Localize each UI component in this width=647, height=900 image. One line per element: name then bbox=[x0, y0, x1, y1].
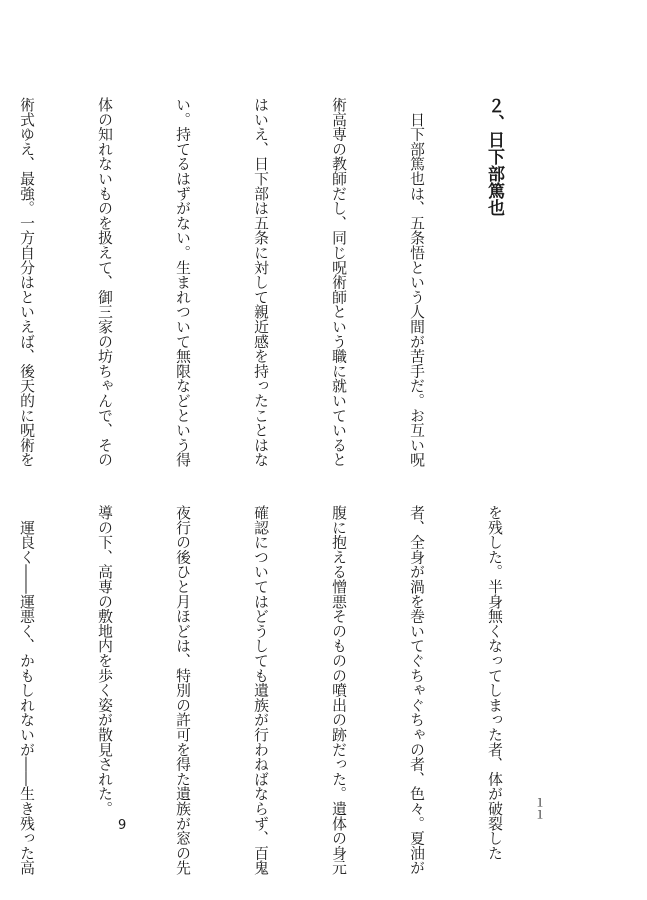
line-top-02: はいえ、日下部は五条に対して親近感を持ったことはな bbox=[252, 97, 269, 467]
line-bottom-01: 者、全身が渦を巻いてぐちゃぐちゃの者、色々。夏油が bbox=[408, 505, 425, 875]
line-bottom-00: を残した。半身無くなってしまった者、体が破裂した bbox=[486, 505, 503, 861]
line-top-00: 日下部篤也は、五条悟という人間が苦手だ。お互い呪 bbox=[408, 97, 425, 467]
top-text-tier bbox=[0, 97, 559, 472]
line-bottom-06: 運良く――運悪く、かもしれないが――生き残った高 bbox=[18, 505, 35, 875]
line-top-03: い。持てるはずがない。生まれついて無限などという得 bbox=[174, 97, 191, 467]
section-heading: ２、日下部篤也 bbox=[484, 97, 504, 216]
side-mark: １１ bbox=[533, 797, 546, 821]
line-bottom-04: 夜行の後ひと月ほどは、特別の許可を得た遺族が窓の先 bbox=[174, 505, 191, 875]
line-bottom-05: 導の下、高専の敷地内を歩く姿が散見された。 bbox=[96, 505, 113, 816]
line-top-05: 術式ゆえ、最強。一方自分はといえば、後天的に呪術を bbox=[18, 97, 35, 467]
bottom-text-tier bbox=[0, 505, 559, 880]
page-number: 9 bbox=[118, 818, 127, 833]
line-top-04: 体の知れないものを扱えて、御三家の坊ちゃんで、その bbox=[96, 97, 113, 467]
line-bottom-03: 確認についてはどうしても遺族が行わねばならず、百鬼 bbox=[252, 505, 269, 875]
line-bottom-02: 腹に抱える憎悪そのものの噴出の跡だった。遺体の身元 bbox=[330, 505, 347, 875]
line-top-01: 術高専の教師だし、同じ呪術師という職に就いていると bbox=[330, 97, 347, 467]
